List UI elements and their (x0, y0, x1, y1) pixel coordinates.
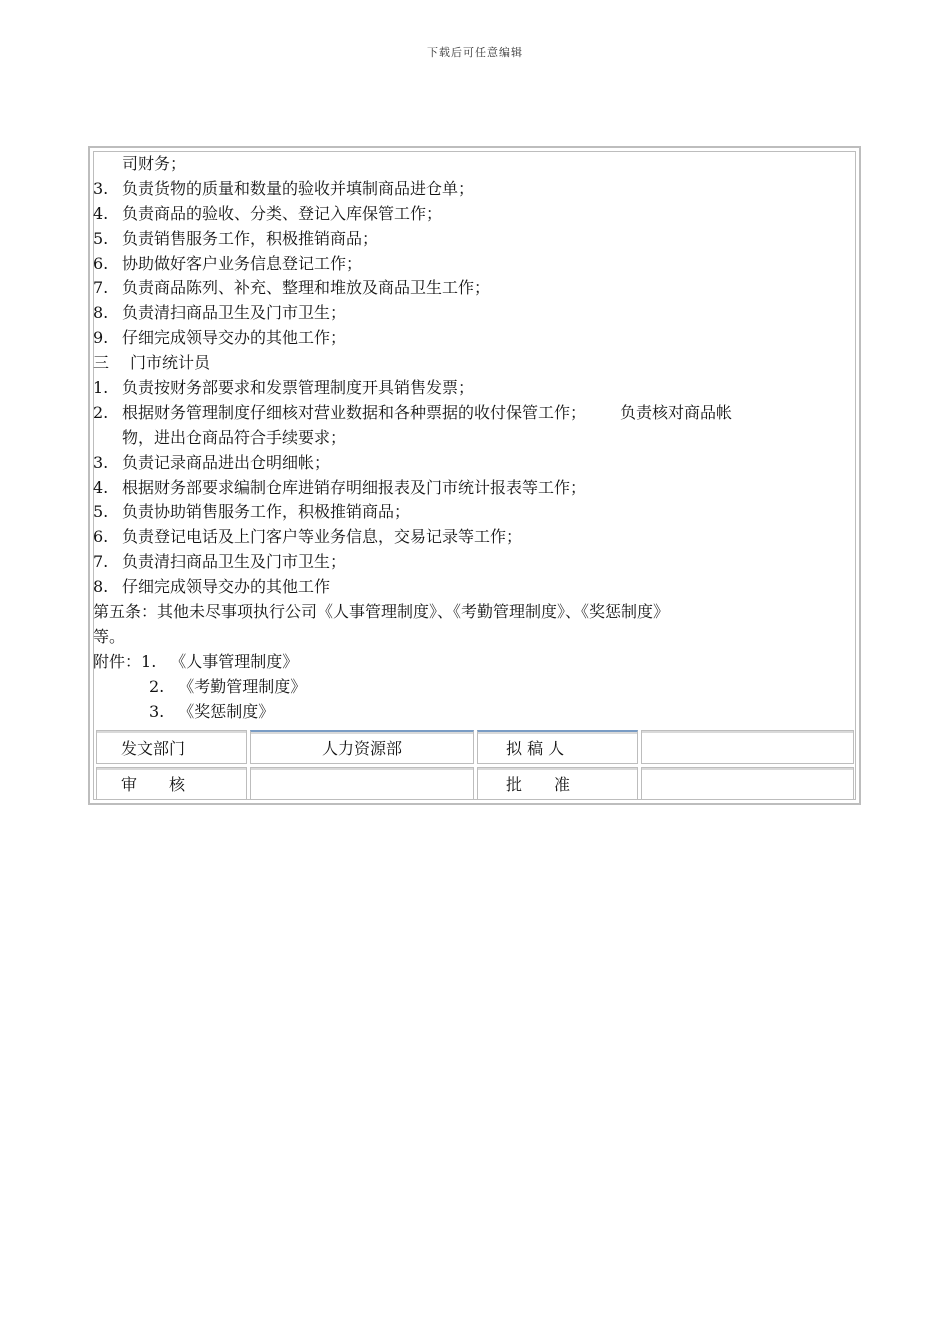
attachment-number: 1. (141, 651, 157, 671)
item-text: 负责记录商品进出仓明细帐； (122, 452, 331, 472)
list-item (93, 177, 863, 202)
section-heading (93, 351, 863, 376)
page-header-note: 下载后可任意编辑 (427, 46, 523, 59)
item-text: 负责按财务部要求和发票管理制度开具销售发票； (122, 378, 475, 398)
document-body (93, 152, 863, 724)
list-item (93, 376, 863, 401)
item-number: 8. (93, 303, 109, 323)
item-number: 7. (93, 278, 109, 298)
item-text: 协助做好客户业务信息登记工作； (122, 253, 363, 273)
signoff-row-1 (96, 730, 854, 764)
item-number: 8. (93, 577, 109, 597)
signoff-table (93, 727, 857, 803)
text-line: 司财务； (122, 154, 187, 173)
list-item (93, 476, 863, 501)
item-text: 仔细完成领导交办的其他工作 (122, 577, 331, 597)
drafter-value (641, 730, 854, 764)
item-text: 负责清扫商品卫生及门市卫生； (122, 303, 347, 323)
attachment-title: 《奖惩制度》 (178, 701, 275, 721)
item-number: 9. (93, 328, 109, 348)
item-number: 3. (93, 452, 109, 472)
list-item (93, 202, 863, 227)
attachment-title: 《考勤管理制度》 (178, 676, 307, 696)
dept-value: 人力资源部 (250, 730, 474, 764)
article-five-continued: 等。 (93, 626, 126, 646)
attachment-row (93, 675, 863, 700)
item-number: 4. (93, 477, 109, 497)
list-item (93, 326, 863, 351)
item-text: 负责协助销售服务工作，积极推销商品； (122, 502, 411, 522)
item-number: 7. (93, 552, 109, 572)
attachment-row (93, 650, 863, 675)
list-item (93, 252, 863, 277)
list-item (93, 301, 863, 326)
item-text: 负责货物的质量和数量的验收并填制商品进仓单； (122, 178, 475, 198)
item-text: 负责清扫商品卫生及门市卫生； (122, 552, 347, 572)
section-number: 三 (93, 353, 110, 373)
section-title: 门市统计员 (130, 353, 211, 373)
list-item (93, 500, 863, 525)
item-number: 1. (93, 378, 109, 398)
item-text: 负责商品的验收、分类、登记入库保管工作； (122, 203, 443, 223)
item-text: 根据财务管理制度仔细核对营业数据和各种票据的收付保管工作； (122, 402, 587, 422)
item-text: 负责登记电话及上门客户等业务信息，交易记录等工作； (122, 527, 523, 547)
item-number: 6. (93, 527, 109, 547)
attachment-label: 附件： (93, 651, 142, 671)
list-item (93, 276, 863, 301)
approve-label: 批 准 (477, 767, 638, 800)
signoff-row-2 (96, 767, 854, 800)
review-label: 审 核 (96, 767, 247, 800)
drafter-label: 拟 稿 人 (477, 730, 638, 764)
list-item (93, 451, 863, 476)
attachment-number: 2. (149, 676, 165, 696)
item-number: 6. (93, 253, 109, 273)
item-text-continued: 负责核对商品帐 (620, 402, 733, 422)
list-item (93, 525, 863, 550)
item-text: 仔细完成领导交办的其他工作； (122, 328, 347, 348)
dept-label: 发文部门 (96, 730, 247, 764)
list-item (93, 401, 863, 426)
item-text: 负责商品陈列、补充、整理和堆放及商品卫生工作； (122, 278, 491, 298)
item-number: 5. (93, 502, 109, 522)
item-number: 2. (93, 402, 109, 422)
list-item (93, 227, 863, 252)
attachment-number: 3. (149, 701, 165, 721)
approve-value (641, 767, 854, 800)
item-number: 4. (93, 203, 109, 223)
item-number: 5. (93, 228, 109, 248)
item-continuation: 物，进出仓商品符合手续要求； (122, 427, 347, 447)
item-text: 根据财务部要求编制仓库进销存明细报表及门市统计报表等工作； (122, 477, 587, 497)
article-five: 第五条：其他未尽事项执行公司《人事管理制度》、《考勤管理制度》、《奖惩制度》 (93, 602, 670, 622)
attachment-title: 《人事管理制度》 (170, 651, 299, 671)
list-item (93, 575, 863, 600)
item-text: 负责销售服务工作，积极推销商品； (122, 228, 379, 248)
attachment-row (93, 700, 863, 725)
list-item (93, 550, 863, 575)
item-number: 3. (93, 178, 109, 198)
review-value (250, 767, 474, 800)
